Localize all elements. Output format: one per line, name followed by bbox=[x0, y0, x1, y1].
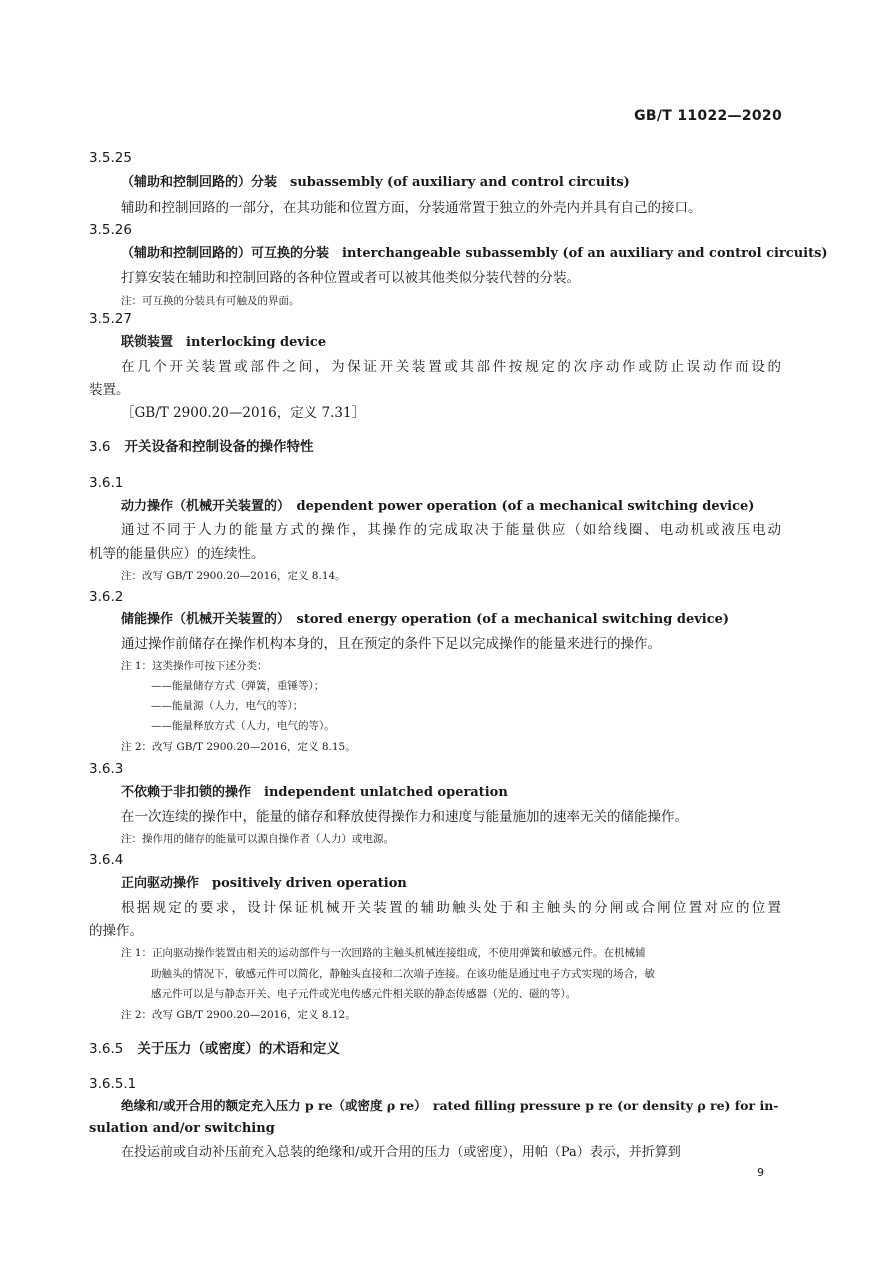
section-title: 关于压力（或密度）的术语和定义 bbox=[137, 1041, 340, 1057]
definition-text: 根据规定的要求，设计保证机械开关装置的辅助触头处于和主触头的分闸或合闸位置对应的位置 bbox=[121, 900, 781, 916]
note-text: 注：改写 GB/T 2900.20—2016，定义 8.14。 bbox=[121, 570, 346, 582]
source-reference: ［GB/T 2900.20—2016，定义 7.31］ bbox=[121, 405, 366, 421]
definition-text-continued: 的操作。 bbox=[89, 923, 143, 939]
section-title: 开关设备和控制设备的操作特性 bbox=[124, 439, 314, 455]
section-number: 3.6.5 bbox=[89, 1041, 124, 1057]
clause-number: 3.5.26 bbox=[89, 222, 132, 238]
section-heading bbox=[89, 438, 313, 456]
note-text: 注 2：改写 GB/T 2900.20—2016，定义 8.12。 bbox=[121, 1009, 356, 1021]
definition-text: 在几个开关装置或部件之间，为保证开关装置或其部件按规定的次序动作或防止误动作而设的 bbox=[121, 359, 781, 375]
note-text: 注 1：正向驱动操作装置由相关的运动部件与一次回路的主触头机械连接组成，不使用弹簧和敏感元件。在机械辅 bbox=[121, 947, 646, 959]
standard-number-header: GB/T 11022—2020 bbox=[634, 108, 782, 124]
page-number: 9 bbox=[757, 1166, 764, 1179]
term-title: （辅助和控制回路的）分装 subassembly (of auxiliary and control circuits) bbox=[121, 175, 630, 190]
note-list-item: ——能量储存方式（弹簧，重锤等）； bbox=[151, 680, 325, 692]
definition-text: 在投运前或自动补压前充入总装的绝缘和/或开合用的压力（或密度），用帕（Pa）表示，并折算到 bbox=[121, 1145, 681, 1160]
note-text-continued: 感元件可以是与静态开关、电子元件或光电传感元件相关联的静态传感器（光的、磁的等）。 bbox=[151, 988, 577, 1000]
clause-number: 3.6.1 bbox=[89, 475, 124, 491]
clause-number: 3.6.4 bbox=[89, 852, 124, 868]
term-title: 正向驱动操作 positively driven operation bbox=[121, 876, 407, 891]
definition-text: 通过操作前储存在操作机构本身的，且在预定的条件下足以完成操作的能量来进行的操作。 bbox=[121, 636, 661, 652]
term-title: 储能操作（机械开关装置的） stored energy operation (of a mechanical switching device) bbox=[121, 612, 730, 627]
note-text: 注 2：改写 GB/T 2900.20—2016，定义 8.15。 bbox=[121, 741, 356, 753]
definition-text-continued: 机等的能量供应）的连续性。 bbox=[89, 546, 265, 562]
definition-text: 辅助和控制回路的一部分，在其功能和位置方面，分装通常置于独立的外壳内并具有自己的接口。 bbox=[121, 200, 702, 216]
note-text: 注 1：这类操作可按下述分类： bbox=[121, 660, 268, 672]
definition-text: 在一次连续的操作中，能量的储存和释放使得操作力和速度与能量施加的速率无关的储能操作。 bbox=[121, 809, 688, 825]
term-title: 动力操作（机械开关装置的） dependent power operation (of a mechanical switching device) bbox=[121, 499, 755, 514]
definition-text-continued: 装置。 bbox=[89, 382, 130, 398]
term-title: 不依赖于非扣锁的操作 independent unlatched operation bbox=[121, 785, 508, 800]
section-number: 3.6 bbox=[89, 439, 111, 455]
clause-number: 3.6.5.1 bbox=[89, 1076, 137, 1092]
definition-text: 打算安装在辅助和控制回路的各种位置或者可以被其他类似分装代替的分装。 bbox=[121, 270, 580, 286]
term-title: （辅助和控制回路的）可互换的分装 interchangeable subassembly (of an auxiliary and control circuits) bbox=[121, 246, 828, 261]
clause-number: 3.6.2 bbox=[89, 589, 124, 605]
section-heading bbox=[89, 1040, 340, 1058]
clause-number: 3.5.27 bbox=[89, 311, 132, 327]
clause-number: 3.6.3 bbox=[89, 761, 124, 777]
note-list-item: ——能量源（人力，电气的等）； bbox=[151, 700, 304, 712]
note-text: 注：操作用的储存的能量可以源自操作者（人力）或电源。 bbox=[121, 833, 394, 845]
note-text-continued: 助触头的情况下，敏感元件可以简化，静触头直接和二次端子连接。在该功能是通过电子方式实现的场合，敏 bbox=[151, 968, 655, 980]
clause-number: 3.5.25 bbox=[89, 150, 132, 166]
note-list-item: ——能量释放方式（人力，电气的等）。 bbox=[151, 720, 335, 732]
definition-text: 通过不同于人力的能量方式的操作，其操作的完成取决于能量供应（如给线圈、电动机或液压电动 bbox=[121, 522, 781, 538]
term-title: 绝缘和/或开合用的额定充入压力 p re（或密度 ρ re） rated filling pressure p re (or density ρ re) for in- bbox=[121, 1098, 779, 1113]
term-title-continued: sulation and/or switching bbox=[89, 1121, 275, 1136]
note-text: 注：可互换的分装具有可触及的界面。 bbox=[121, 295, 300, 307]
term-title: 联锁装置 interlocking device bbox=[121, 335, 327, 350]
